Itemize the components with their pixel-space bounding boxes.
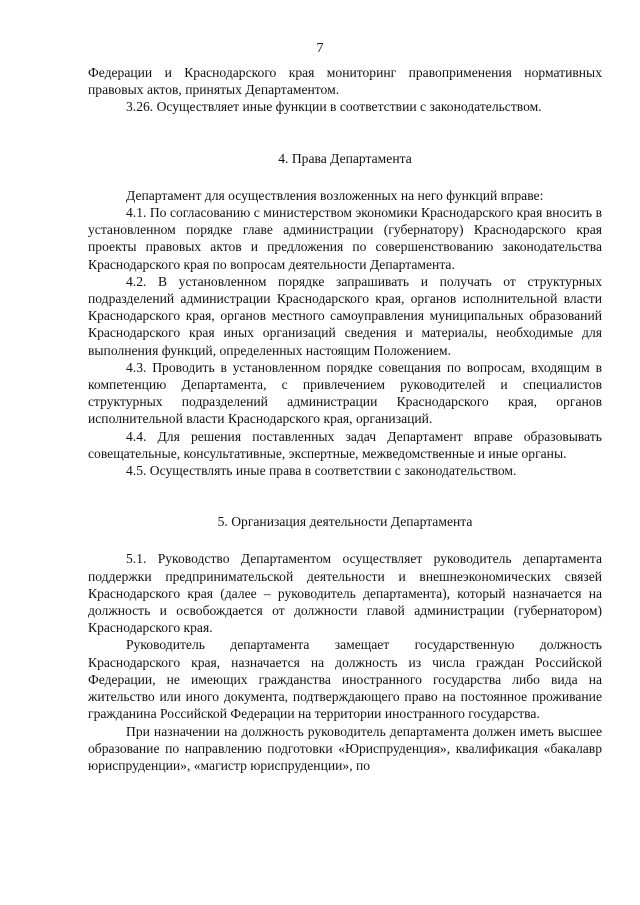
page-number: 7 <box>316 41 324 56</box>
paragraph: Федерации и Краснодарского края мониторинг правоприменения нормативных правовых актов, принятых Департаментом. <box>88 65 602 98</box>
paragraph: Департамент для осуществления возложенных на него функций вправе: <box>126 187 544 203</box>
paragraph: 3.26. Осуществляет иные функции в соответствии с законодательством. <box>126 99 542 115</box>
paragraph: 4.3. Проводить в установленном порядке совещания по вопросам, входящим в компетенцию Департамента, с привлечением руководителей и специалистов структурных подразделений администрации Краснодарского края, органов исполнительной власти Краснодарского края, организаций. <box>88 359 602 427</box>
section-heading: 4. Права Департамента <box>278 150 412 166</box>
paragraph: 4.2. В установленном порядке запрашивать и получать от структурных подразделений администрации Краснодарского края, органов исполнительной власти Краснодарского края, органов местного самоуправления муниципальных образований Краснодарского края иных организаций сведения и материалы, необходимые для выполнения функций, определенных настоящим Положением. <box>88 273 602 358</box>
paragraph: 4.1. По согласованию с министерством экономики Краснодарского края вносить в установленном порядке главе администрации (губернатору) Краснодарского края проекты правовых актов и предложения по совершенствованию законодательства Краснодарского края по вопросам деятельности Департамента. <box>88 205 602 272</box>
paragraph: Руководитель департамента замещает государственную должность Краснодарского края, назначается на должность из числа граждан Российской Федерации, не имеющих гражданства иностранного государства либо вида на жительство или иного документа, подтверждающего право на постоянное проживание гражданина Российской Федерации на территории иностранного государства. <box>88 637 602 722</box>
section-heading: 5. Организация деятельности Департамента <box>217 514 473 530</box>
paragraph: 4.5. Осуществлять иные права в соответствии с законодательством. <box>126 463 517 479</box>
document-body <box>88 64 602 774</box>
paragraph: 5.1. Руководство Департаментом осуществляет руководитель департамента поддержки предпринимательской деятельности и внешнеэкономических связей Краснодарского края (далее – руководитель департамента), который назначается на должность и освобождается от должности главой администрации (губернатором) Краснодарского края. <box>88 551 602 636</box>
paragraph: При назначении на должность руководитель департамента должен иметь высшее образование по направлению подготовки «Юриспруденция», квалификация «бакалавр юриспруденции», «магистр юриспруденции», по <box>88 723 602 773</box>
paragraph: 4.4. Для решения поставленных задач Департамент вправе образовывать совещательные, консультативные, экспертные, межведомственные и иные органы. <box>88 428 602 461</box>
